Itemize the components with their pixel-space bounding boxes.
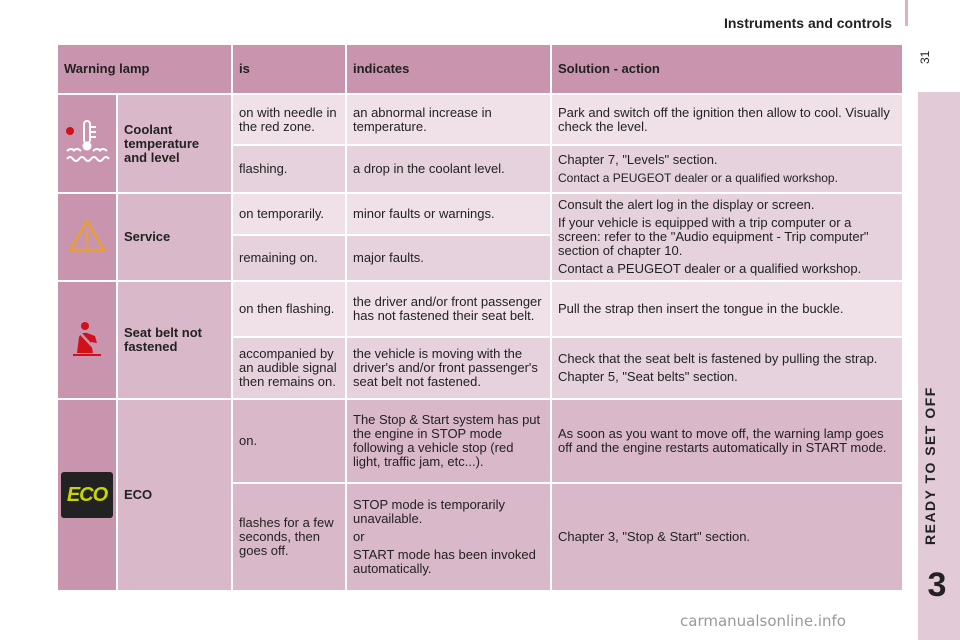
coolant-indicates-2: a drop in the coolant level. (346, 145, 551, 193)
seatbelt-solution-1: Pull the strap then insert the tongue in the buckle. (551, 281, 903, 337)
seatbelt-icon-cell (57, 281, 117, 399)
header-indicates: indicates (346, 44, 551, 94)
eco-indicates-1: The Stop & Start system has put the engine in STOP mode following a vehicle stop (red light, traffic jam, etc...). (346, 399, 551, 483)
coolant-solution-1: Park and switch off the ignition then allow to cool. Visually check the level. (551, 94, 903, 145)
eco-solution-1: As soon as you want to move off, the warning lamp goes off and the engine restarts automatically in START mode. (551, 399, 903, 483)
lamp-name-coolant: Coolant temperature and level (117, 94, 232, 193)
coolant-solution-2: Chapter 7, "Levels" section. Contact a PEUGEOT dealer or a qualified workshop. (551, 145, 903, 193)
header-is: is (232, 44, 346, 94)
seatbelt-solution-2: Check that the seat belt is fastened by pulling the strap. Chapter 5, "Seat belts" section. (551, 337, 903, 399)
page-header-title: Instruments and controls (723, 15, 892, 31)
seatbelt-is-2: accompanied by an audible signal then remains on. (232, 337, 346, 399)
service-indicates-1: minor faults or warnings. (346, 193, 551, 235)
table-header-row (57, 44, 903, 94)
eco-indicates-2: STOP mode is temporarily unavailable. or START mode has been invoked automatically. (346, 483, 551, 591)
service-is-1: on temporarily. (232, 193, 346, 235)
seatbelt-is-1: on then flashing. (232, 281, 346, 337)
lamp-name-eco: ECO (117, 399, 232, 591)
service-indicates-2: major faults. (346, 235, 551, 281)
header-warning-lamp: Warning lamp (57, 44, 232, 94)
lamp-name-service: Service (117, 193, 232, 281)
service-solution: Consult the alert log in the display or screen. If your vehicle is equipped with a trip computer or a screen: refer to the "Audio equipment - Trip computer" section of chapter 10. Contact a PEUGEOT dealer or a qualified workshop. (551, 193, 903, 281)
table-row (57, 94, 903, 145)
seatbelt-indicates-2: the vehicle is moving with the driver's and/or front passenger's seat belt not fastened. (346, 337, 551, 399)
warning-lamp-table (56, 43, 904, 592)
table-row (57, 193, 903, 235)
table-row (57, 399, 903, 483)
chapter-number: 3 (927, 566, 947, 604)
seatbelt-indicates-1: the driver and/or front passenger has not fastened their seat belt. (346, 281, 551, 337)
table-row (57, 281, 903, 337)
service-is-2: remaining on. (232, 235, 346, 281)
coolant-temperature-icon (61, 117, 113, 167)
chapter-side-label: READY TO SET OFF (922, 386, 938, 545)
coolant-is-2: flashing. (232, 145, 346, 193)
page-number: 31 (918, 50, 932, 64)
eco-icon: ECO (61, 472, 113, 518)
header-divider (905, 0, 908, 26)
service-warning-icon (67, 218, 107, 254)
coolant-icon-cell (57, 94, 117, 193)
seat-belt-icon (67, 319, 107, 359)
chapter-side-tab (918, 92, 960, 640)
lamp-name-seat-belt: Seat belt not fastened (117, 281, 232, 399)
eco-icon-cell (57, 399, 117, 591)
eco-is-2: flashes for a few seconds, then goes off. (232, 483, 346, 591)
header-solution: Solution - action (551, 44, 903, 94)
service-icon-cell (57, 193, 117, 281)
eco-solution-2: Chapter 3, "Stop & Start" section. (551, 483, 903, 591)
watermark: carmanualsonline.info (680, 612, 846, 630)
coolant-indicates-1: an abnormal increase in temperature. (346, 94, 551, 145)
coolant-is-1: on with needle in the red zone. (232, 94, 346, 145)
eco-is-1: on. (232, 399, 346, 483)
